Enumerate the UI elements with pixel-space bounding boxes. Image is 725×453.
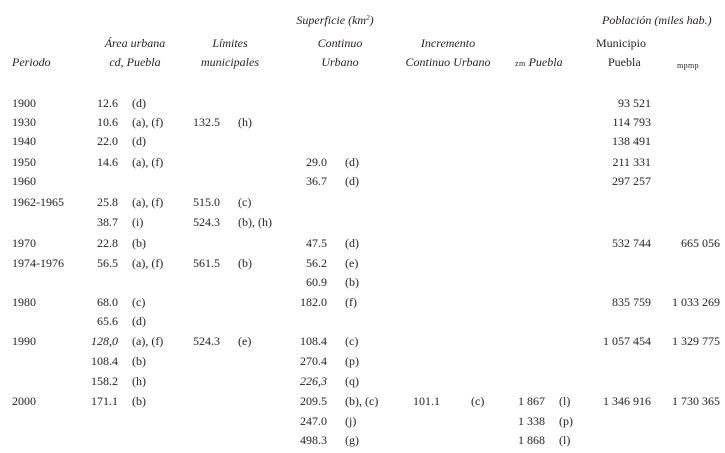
cell-area-urbana: 108.4 (91, 354, 118, 368)
cell-area-source: (a), (f) (132, 155, 164, 169)
header-area-urbana: Área urbana (104, 36, 166, 50)
cell-mpmp: 665 056 (681, 236, 720, 250)
header-superficie: Superficie $(km^2)$ (296, 13, 374, 27)
cell-zm-source: (p) (559, 414, 573, 428)
cell-area-source: (b) (132, 354, 146, 368)
cell-periodo: 1950 (12, 155, 36, 169)
cell-area-source: (d) (132, 96, 146, 110)
cell-continuo-source: (d) (345, 155, 359, 169)
header-municipio-puebla: Puebla (608, 55, 641, 69)
cell-area-urbana: 12.6 (97, 96, 118, 110)
cell-area-source: (a), (f) (132, 195, 164, 209)
cell-continuo-urbano: 270.4 (300, 354, 327, 368)
header-limites: Límites (212, 36, 248, 50)
cell-continuo-source: (j) (345, 414, 357, 428)
cell-municipio: 297 257 (612, 174, 651, 188)
cell-continuo-urbano: 108.4 (300, 334, 327, 348)
cell-continuo-urbano: 60.9 (306, 275, 327, 289)
cell-area-urbana: 38.7 (97, 215, 118, 229)
cell-continuo-source: (c) (345, 334, 359, 348)
cell-limites: 524.3 (193, 215, 220, 229)
cell-area-urbana: 171.1 (91, 394, 118, 408)
cell-limites-source: (h) (238, 115, 252, 129)
cell-limites-source: (e) (238, 334, 252, 348)
cell-continuo-urbano: 36.7 (306, 174, 327, 188)
cell-continuo-source: (p) (345, 354, 359, 368)
cell-municipio: 138 491 (612, 134, 651, 148)
cell-area-urbana: 56.5 (97, 256, 118, 270)
cell-continuo-source: (b) (345, 275, 359, 289)
header-periodo: Periodo (12, 55, 51, 69)
cell-area-urbana: 22.0 (97, 134, 118, 148)
header-mpmp: mpmp (677, 61, 700, 70)
cell-area-source: (a), (f) (132, 115, 164, 129)
cell-continuo-urbano: 498.3 (300, 433, 327, 447)
cell-area-urbana: 25.8 (97, 195, 118, 209)
header-incremento-cu: Continuo Urbano (405, 55, 491, 69)
cell-limites-source: (b), (h) (238, 215, 272, 229)
cell-zm-puebla: 1 867 (518, 394, 545, 408)
cell-municipio: 835 759 (612, 295, 651, 309)
cell-periodo: 1960 (12, 174, 36, 188)
cell-municipio: 211 331 (612, 155, 651, 169)
cell-continuo-source: (e) (345, 256, 359, 270)
header-continuo: Continuo (317, 36, 363, 50)
cell-periodo: 1990 (12, 334, 36, 348)
cell-incremento: 101.1 (413, 394, 440, 408)
cell-area-source: (d) (132, 134, 146, 148)
cell-area-urbana: 10.6 (97, 115, 118, 129)
cell-area-source: (d) (132, 314, 146, 328)
cell-limites-source: (b) (238, 256, 252, 270)
cell-area-source: (a), (f) (132, 256, 164, 270)
cell-limites: 524.3 (193, 334, 220, 348)
cell-periodo: 1930 (12, 115, 36, 129)
cell-continuo-urbano: 56.2 (306, 256, 327, 270)
cell-municipio: 114 793 (612, 115, 651, 129)
cell-zm-source: (l) (559, 433, 571, 447)
cell-mpmp: 1 730 365 (672, 394, 720, 408)
header-area-city: cd, Puebla (109, 55, 161, 69)
cell-periodo: 1974-1976 (12, 256, 64, 270)
cell-zm-puebla: 1 868 (518, 433, 545, 447)
cell-continuo-source: (f) (345, 295, 357, 309)
cell-continuo-source: (q) (345, 374, 359, 388)
cell-area-source: (i) (132, 215, 144, 229)
cell-area-source: (a), (f) (132, 334, 164, 348)
cell-area-source: (c) (132, 295, 146, 309)
cell-limites: 561.5 (193, 256, 220, 270)
cell-incremento-source: (c) (471, 394, 485, 408)
cell-area-urbana: 68.0 (97, 295, 118, 309)
cell-continuo-urbano: 209.5 (300, 394, 327, 408)
header-urbano: Urbano (321, 55, 359, 69)
cell-limites: 515.0 (193, 195, 220, 209)
cell-zm-puebla: 1 338 (518, 414, 545, 428)
cell-continuo-source: (d) (345, 236, 359, 250)
header-incremento: Incremento (420, 36, 476, 50)
header-zm-puebla: zm Puebla (515, 55, 563, 69)
cell-area-urbana: 14.6 (97, 155, 118, 169)
cell-municipio: 1 057 454 (603, 334, 651, 348)
cell-area-source: (b) (132, 236, 146, 250)
cell-area-urbana: 128,0 (91, 334, 118, 348)
cell-mpmp: 1 033 269 (672, 295, 720, 309)
cell-area-urbana: 22.8 (97, 236, 118, 250)
cell-municipio: 93 521 (618, 96, 651, 110)
cell-periodo: 1900 (12, 96, 36, 110)
cell-periodo: 1962-1965 (12, 195, 64, 209)
cell-periodo: 1980 (12, 295, 36, 309)
cell-area-source: (h) (132, 374, 146, 388)
cell-municipio: 1 346 916 (603, 394, 651, 408)
cell-limites: 132.5 (193, 115, 220, 129)
cell-continuo-urbano: 29.0 (306, 155, 327, 169)
header-municipio: Municipio (596, 36, 646, 50)
cell-area-urbana: 65.6 (97, 314, 118, 328)
cell-continuo-source: (g) (345, 433, 359, 447)
cell-continuo-urbano: 226,3 (300, 374, 327, 388)
cell-periodo: 2000 (12, 394, 36, 408)
cell-continuo-urbano: 247.0 (300, 414, 327, 428)
cell-municipio: 532 744 (612, 236, 651, 250)
cell-limites-source: (c) (238, 195, 252, 209)
cell-area-urbana: 158.2 (91, 374, 118, 388)
header-municipales: municipales (201, 55, 259, 69)
cell-periodo: 1940 (12, 134, 36, 148)
cell-continuo-source: (b), (c) (345, 394, 379, 408)
cell-continuo-source: (d) (345, 174, 359, 188)
cell-continuo-urbano: 47.5 (306, 236, 327, 250)
cell-zm-source: (l) (559, 394, 571, 408)
cell-continuo-urbano: 182.0 (300, 295, 327, 309)
cell-periodo: 1970 (12, 236, 36, 250)
header-poblacion: Población (miles hab.) (602, 13, 712, 27)
cell-area-source: (b) (132, 394, 146, 408)
cell-mpmp: 1 329 775 (672, 334, 720, 348)
